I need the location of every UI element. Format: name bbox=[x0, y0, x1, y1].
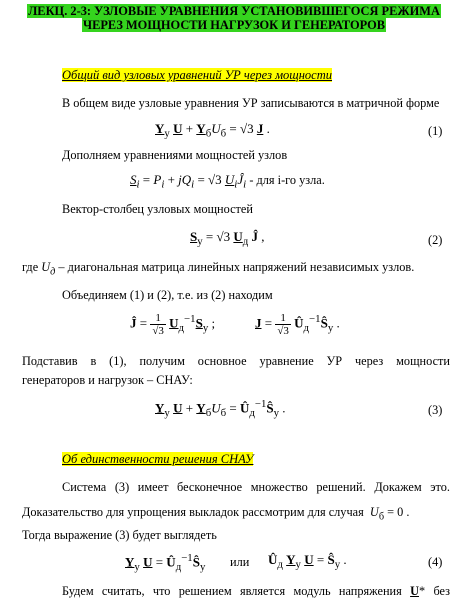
paragraph-solution-modulus: Будем считать, что решением является модуль напряжения U* без bbox=[62, 584, 450, 598]
section-heading-uniqueness: Об единственности решения СНАУ bbox=[62, 452, 254, 466]
title-line-1: ЛЕКЦ. 2-3: УЗЛОВЫЕ УРАВНЕНИЯ УСТАНОВИВШЕГОСЯ РЕЖИМА bbox=[28, 4, 440, 18]
paragraph-infinite-line-1: Система (3) имеет бесконечное множество решений. Докажем это. bbox=[62, 480, 450, 494]
paragraph-substitute-line-1: Подставив в (1), получим основное уравнение УР через мощности bbox=[22, 354, 450, 368]
equation-4b: $Û_д$ $Y_у$ $U = Ŝ_у$ . bbox=[268, 552, 347, 571]
title-line-2: ЧЕРЕЗ МОЩНОСТИ НАГРУЗОК И ГЕНЕРАТОРОВ bbox=[83, 18, 385, 32]
equation-2: $S_у = √3$ $U_д$ Ĵ , bbox=[190, 229, 265, 248]
paragraph-combine: Объединяем (1) и (2), т.е. из (2) находим bbox=[62, 288, 273, 302]
equation-4a: $Y_у$ $U = Û_д^{-1}Ŝ_у$ bbox=[125, 552, 206, 573]
paragraph-infinite-line-2: Доказательство для упрощения выкладок рассмотрим для случая $U_б = 0$ . bbox=[22, 505, 410, 523]
section-heading-general-form: Общий вид узловых уравнений УР через мощности bbox=[62, 68, 333, 82]
equation-1: $Y_у$ $U + Y_бU_б = √3$ J . bbox=[155, 121, 270, 140]
equation-3-number: (3) bbox=[428, 403, 443, 417]
paragraph-infinite-line-3: Тогда выражение (3) будет выглядеть bbox=[22, 528, 217, 542]
paragraph-diagonal-matrix: где $U_д$ – диагональная матрица линейных напряжений независимых узлов. bbox=[22, 260, 415, 278]
equation-2-number: (2) bbox=[428, 233, 443, 247]
equation-j: J = $\frac{1}{√3}$ $Û_д^{-1}Ŝ_у$ . bbox=[255, 312, 340, 337]
paragraph-power-vector: Вектор-столбец узловых мощностей bbox=[62, 202, 253, 216]
equation-1-number: (1) bbox=[428, 124, 443, 138]
paragraph-matrix-form: В общем виде узловые уравнения УР записываются в матричной форме bbox=[62, 96, 440, 110]
paragraph-substitute-line-2: генераторов и нагрузок – СНАУ: bbox=[22, 373, 193, 387]
equation-3: $Y_у$ $U + Y_бU_б$ = $Û_д^{-1}Ŝ_у$ . bbox=[155, 398, 286, 419]
paragraph-node-powers: Дополняем уравнениями мощностей узлов bbox=[62, 148, 288, 162]
equation-4-or: или bbox=[230, 555, 250, 569]
lecture-title bbox=[26, 4, 442, 32]
equation-node-power: $S_i = P_i + jQ_i = √3$ $U_iĴ_i$ - для i-го узла. bbox=[130, 172, 325, 191]
equation-4-number: (4) bbox=[428, 555, 443, 569]
equation-j-hat: Ĵ = $\frac{1}{√3}$ $U_д^{-1}S_у$ ; bbox=[130, 312, 216, 337]
